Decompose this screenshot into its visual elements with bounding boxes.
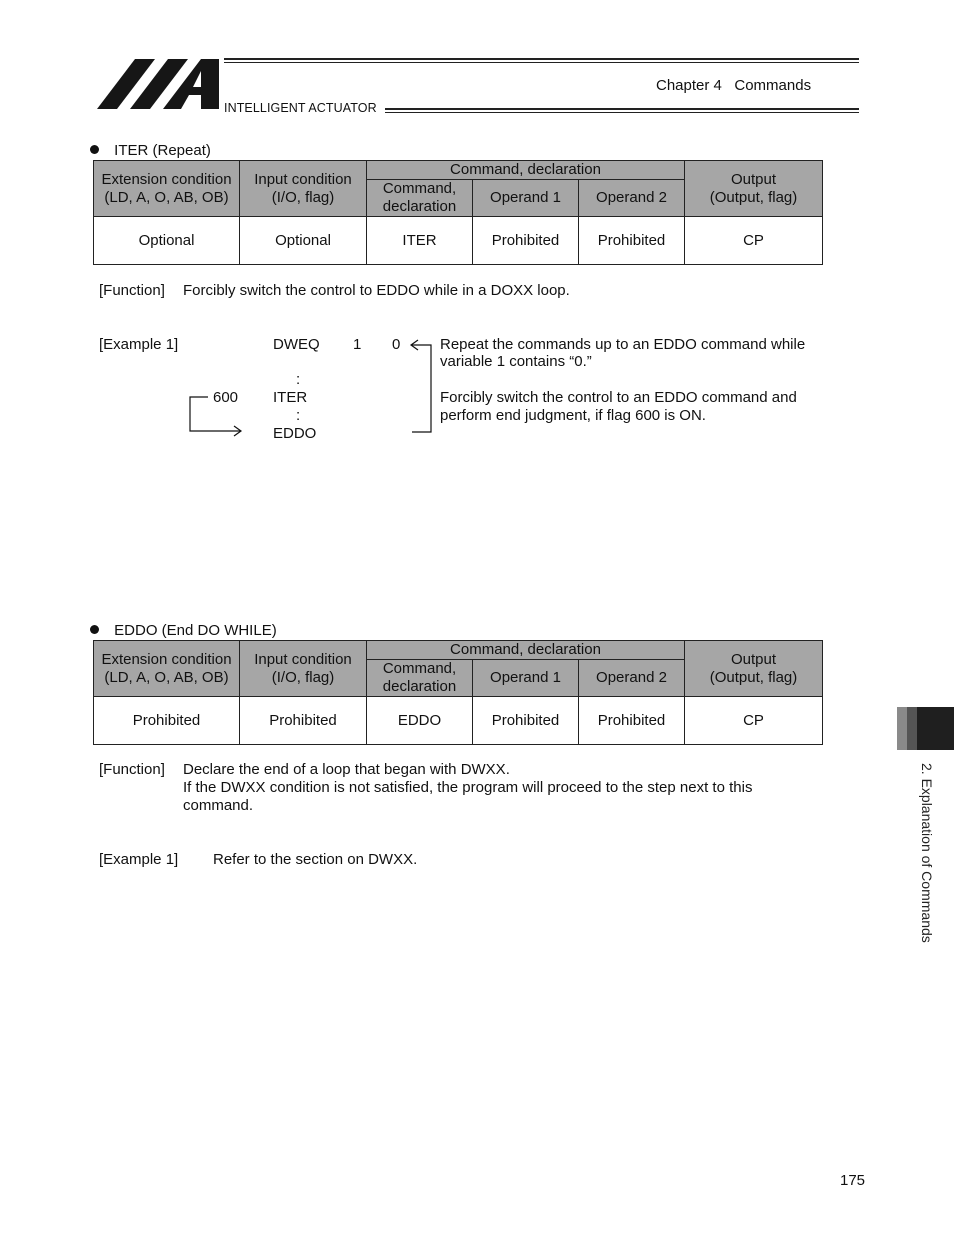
side-tab-stripe-light [897, 707, 907, 750]
iter-command-table [93, 160, 823, 265]
example-note-2b: perform end judgment, if flag 600 is ON. [440, 407, 706, 424]
cell-operand-2: Prohibited [579, 217, 685, 265]
eddo-command-table [93, 640, 823, 745]
example-eddo: EDDO [273, 425, 317, 442]
iter-function-label: [Function] [99, 282, 165, 299]
col-command: Command, declaration [367, 660, 473, 697]
col-input-condition: Input condition (I/O, flag) [240, 641, 367, 697]
cell-operand-1: Prohibited [473, 217, 579, 265]
col-output: Output (Output, flag) [685, 641, 823, 697]
cell-output: CP [685, 217, 823, 265]
cell-input: Optional [240, 217, 367, 265]
col-command: Command, declaration [367, 180, 473, 217]
cell-operand-2: Prohibited [579, 697, 685, 745]
example-dweq-operand-1: 1 [353, 336, 362, 353]
col-group-command-declaration: Command, declaration [367, 641, 685, 660]
example-flag-600: 600 [213, 389, 239, 406]
eddo-example-text: Refer to the section on DWXX. [213, 851, 418, 868]
heading-text: EDDO (End DO WHILE) [114, 622, 277, 639]
cell-operand-1: Prohibited [473, 697, 579, 745]
cell-extension: Optional [94, 217, 240, 265]
example-note-1b: variable 1 contains “0.” [440, 353, 592, 370]
page-number: 175 [840, 1172, 866, 1189]
side-tab-label: 2. Explanation of Commands [919, 763, 935, 943]
example-colon-1: : [296, 371, 301, 388]
col-operand-2: Operand 2 [579, 180, 685, 217]
cell-command: EDDO [367, 697, 473, 745]
example-dweq: DWEQ [273, 336, 320, 353]
eddo-example-label: [Example 1] [99, 851, 179, 868]
col-operand-1: Operand 1 [473, 180, 579, 217]
iai-logo [97, 57, 219, 111]
cell-output: CP [685, 697, 823, 745]
heading-text: ITER (Repeat) [114, 142, 211, 159]
header-rule-bottom-2 [385, 112, 859, 113]
col-operand-1: Operand 1 [473, 660, 579, 697]
col-operand-2: Operand 2 [579, 660, 685, 697]
side-tab-stripe-mid [907, 707, 917, 750]
section-heading-eddo [90, 622, 277, 639]
chapter-title: Chapter 4 Commands [656, 77, 812, 94]
col-extension-condition: Extension condition (LD, A, O, AB, OB) [94, 161, 240, 217]
eddo-function-label: [Function] [99, 761, 165, 778]
col-group-command-declaration: Command, declaration [367, 161, 685, 180]
eddo-function-line-3: command. [183, 797, 254, 814]
example-colon-2: : [296, 407, 301, 424]
cell-extension: Prohibited [94, 697, 240, 745]
iter-function-text: Forcibly switch the control to EDDO while in a DOXX loop. [183, 282, 570, 299]
side-tab-block [917, 707, 954, 750]
example-dweq-operand-2: 0 [392, 336, 401, 353]
header-rule-bottom [385, 108, 859, 110]
col-extension-condition: Extension condition (LD, A, O, AB, OB) [94, 641, 240, 697]
example-flow-arrows [180, 335, 440, 445]
example-note-2a: Forcibly switch the control to an EDDO command and [440, 389, 797, 406]
cell-input: Prohibited [240, 697, 367, 745]
cell-command: ITER [367, 217, 473, 265]
example-note-1a: Repeat the commands up to an EDDO command while [440, 336, 806, 353]
header-rule-top [224, 58, 859, 60]
col-output: Output (Output, flag) [685, 161, 823, 217]
col-input-condition: Input condition (I/O, flag) [240, 161, 367, 217]
eddo-function-line-1: Declare the end of a loop that began with DWXX. [183, 761, 510, 778]
section-heading-iter [90, 142, 211, 159]
header-rule-top-2 [224, 62, 859, 63]
example-iter: ITER [273, 389, 308, 406]
brand-text: INTELLIGENT ACTUATOR [224, 101, 377, 115]
eddo-function-line-2: If the DWXX condition is not satisfied, the program will proceed to the step next to this [183, 779, 753, 796]
iter-example-label: [Example 1] [99, 336, 179, 353]
